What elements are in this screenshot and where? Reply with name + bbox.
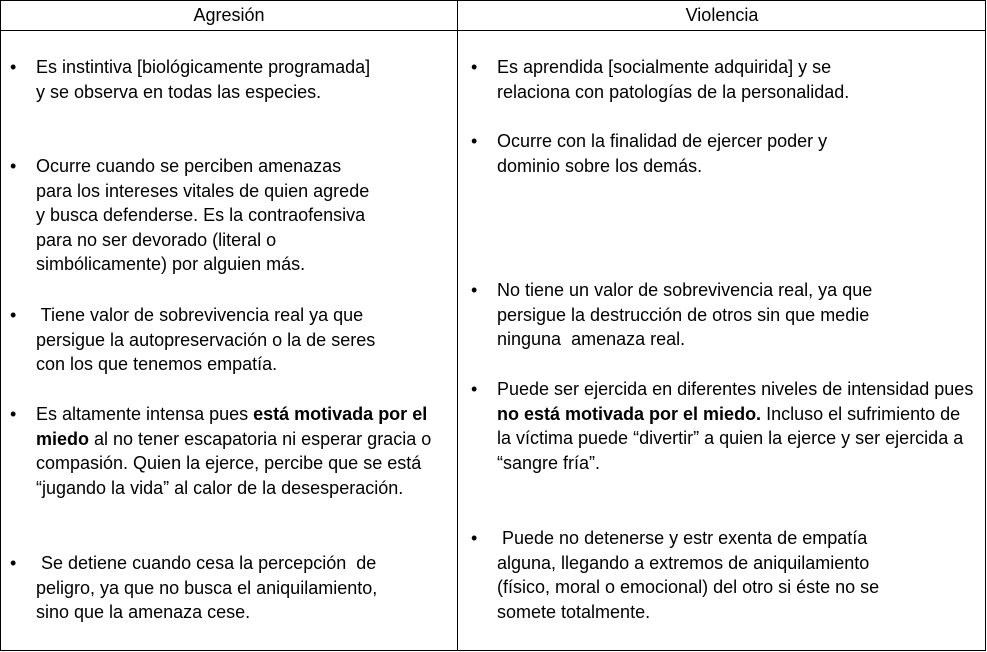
bullet-icon: • — [471, 57, 478, 77]
line: relaciona con patologías de la personalidad. — [497, 81, 850, 102]
line: persigue la autopreservación o la de seres — [36, 329, 376, 350]
line: peligro, ya que no busca el aniquilamiento, — [36, 577, 378, 598]
bullet-icon: • — [471, 280, 478, 300]
text: Incluso el sufrimiento de la víctima puede “divertir” a quien la ejerce y ser ejercida a “sangre fría”. — [497, 403, 964, 473]
left-item-1 — [10, 55, 451, 104]
left-item-2 — [10, 154, 451, 277]
line: (físico, moral o emocional) del otro si éste no se — [497, 577, 880, 598]
bullet-icon: • — [471, 131, 478, 151]
bullet-icon: • — [471, 528, 478, 548]
left-item-5 — [10, 551, 451, 625]
bullet-icon: • — [10, 156, 17, 176]
line: somete totalmente. — [497, 601, 651, 622]
line: Es instintiva [biológicamente programada] — [36, 57, 371, 77]
line: para los intereses vitales de quien agrede — [36, 180, 370, 201]
bullet-icon: • — [10, 305, 17, 325]
line: con los que tenemos empatía. — [36, 354, 278, 375]
text: Puede ser ejercida en diferentes niveles de intensidad pues — [497, 379, 974, 399]
line: No tiene un valor de sobrevivencia real, ya que — [497, 280, 873, 300]
text: Es altamente intensa pues — [36, 404, 254, 424]
left-item-4 — [10, 402, 448, 500]
right-item-4 — [471, 377, 979, 475]
right-item-3 — [471, 278, 977, 352]
line: Ocurre cuando se perciben amenazas — [36, 156, 342, 176]
bullet-icon: • — [10, 57, 17, 77]
header-divider — [1, 30, 985, 31]
text: al no tener escapatoria ni esperar gracia o compasión. Quien la ejerce, percibe que se está “jugando la vida” al calor de la desesperación. — [36, 428, 432, 498]
line: Se detiene cuando cesa la percepción de — [36, 553, 377, 573]
line: ninguna amenaza real. — [497, 329, 686, 350]
column-divider — [457, 1, 458, 650]
line: y se observa en todas las especies. — [36, 81, 322, 102]
header-agresion: Agresión — [193, 5, 265, 25]
bold-text: no está motivada por el miedo. — [497, 403, 762, 424]
left-item-3 — [10, 303, 451, 377]
bold-text: está motivada por el miedo — [36, 404, 428, 449]
line: Tiene valor de sobrevivencia real ya que — [36, 305, 364, 325]
right-item-1 — [471, 55, 977, 104]
line: alguna, llegando a extremos de aniquilamiento — [497, 552, 870, 573]
line: Puede no detenerse y estr exenta de empatía — [497, 528, 868, 548]
line: sino que la amenaza cese. — [36, 602, 251, 623]
line: Es aprendida [socialmente adquirida] y se — [497, 57, 832, 77]
line: dominio sobre los demás. — [497, 155, 703, 176]
right-item-2 — [471, 129, 977, 178]
line: Ocurre con la finalidad de ejercer poder y — [497, 131, 828, 151]
line: y busca defenderse. Es la contraofensiva — [36, 205, 366, 226]
bullet-icon: • — [10, 404, 17, 424]
line: para no ser devorado (literal o — [36, 229, 277, 250]
bullet-icon: • — [10, 553, 17, 573]
line: persigue la destrucción de otros sin que medie — [497, 304, 870, 325]
line: simbólicamente) por alguien más. — [36, 254, 306, 275]
right-item-5 — [471, 526, 977, 624]
bullet-icon: • — [471, 379, 478, 399]
header-violencia: Violencia — [685, 5, 759, 25]
